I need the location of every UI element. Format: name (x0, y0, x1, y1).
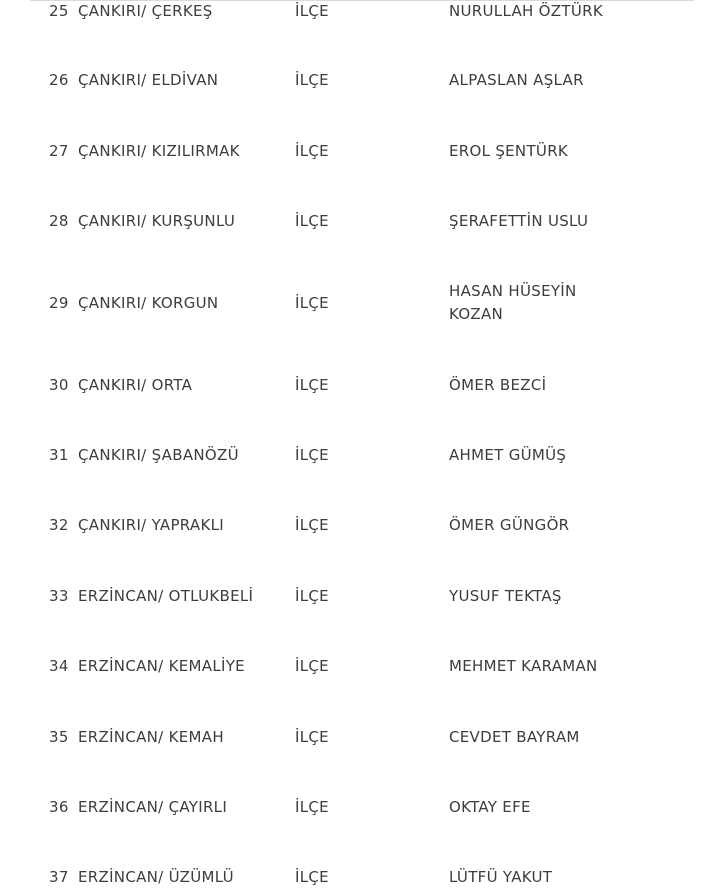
row-type: İLÇE (295, 798, 329, 816)
row-candidate-name: HASAN HÜSEYİN KOZAN (449, 282, 577, 323)
row-candidate-name: NURULLAH ÖZTÜRK (449, 2, 603, 20)
row-type: İLÇE (295, 294, 329, 312)
row-type: İLÇE (295, 868, 329, 886)
row-number: 37 (49, 868, 69, 886)
row-location: ÇANKIRI/ ORTA (78, 376, 193, 394)
row-number: 33 (49, 587, 69, 605)
row-location: ÇANKIRI/ KIZILIRMAK (78, 142, 240, 160)
row-location: ÇANKIRI/ ELDİVAN (78, 71, 219, 89)
row-type: İLÇE (295, 728, 329, 746)
row-location: ÇANKIRI/ YAPRAKLI (78, 516, 224, 534)
row-number: 34 (49, 657, 69, 675)
row-candidate-name: AHMET GÜMÜŞ (449, 446, 567, 464)
row-location: ÇANKIRI/ ŞABANÖZÜ (78, 446, 239, 464)
row-candidate-name: CEVDET BAYRAM (449, 728, 580, 746)
row-number: 28 (49, 212, 69, 230)
row-candidate-name: ÖMER BEZCİ (449, 376, 547, 394)
row-type: İLÇE (295, 2, 329, 20)
row-number: 30 (49, 376, 69, 394)
row-location: ERZİNCAN/ KEMALİYE (78, 657, 245, 675)
row-type: İLÇE (295, 516, 329, 534)
row-candidate-name: MEHMET KARAMAN (449, 657, 598, 675)
row-location: ERZİNCAN/ ÜZÜMLÜ (78, 868, 234, 886)
row-location: ÇANKIRI/ KURŞUNLU (78, 212, 236, 230)
row-type: İLÇE (295, 446, 329, 464)
row-number: 26 (49, 71, 69, 89)
row-location: ERZİNCAN/ KEMAH (78, 728, 224, 746)
row-candidate-name: YUSUF TEKTAŞ (449, 587, 562, 605)
row-type: İLÇE (295, 212, 329, 230)
row-type: İLÇE (295, 376, 329, 394)
row-number: 32 (49, 516, 69, 534)
row-candidate-name: ŞERAFETTİN USLU (449, 212, 589, 230)
row-type: İLÇE (295, 71, 329, 89)
row-candidate-name: ALPASLAN AŞLAR (449, 71, 584, 89)
row-number: 36 (49, 798, 69, 816)
row-number: 31 (49, 446, 69, 464)
row-type: İLÇE (295, 657, 329, 675)
row-number: 35 (49, 728, 69, 746)
row-candidate-name: LÜTFÜ YAKUT (449, 868, 553, 886)
row-candidate-name: ÖMER GÜNGÖR (449, 516, 570, 534)
row-number: 25 (49, 2, 69, 20)
row-number: 27 (49, 142, 69, 160)
row-candidate-name: EROL ŞENTÜRK (449, 142, 569, 160)
row-location: ÇANKIRI/ ÇERKEŞ (78, 2, 213, 20)
row-number: 29 (49, 294, 69, 312)
row-location: ERZİNCAN/ OTLUKBELİ (78, 587, 254, 605)
row-location: ERZİNCAN/ ÇAYIRLI (78, 798, 228, 816)
row-candidate-name: OKTAY EFE (449, 798, 531, 816)
row-location: ÇANKIRI/ KORGUN (78, 294, 219, 312)
row-type: İLÇE (295, 587, 329, 605)
row-type: İLÇE (295, 142, 329, 160)
